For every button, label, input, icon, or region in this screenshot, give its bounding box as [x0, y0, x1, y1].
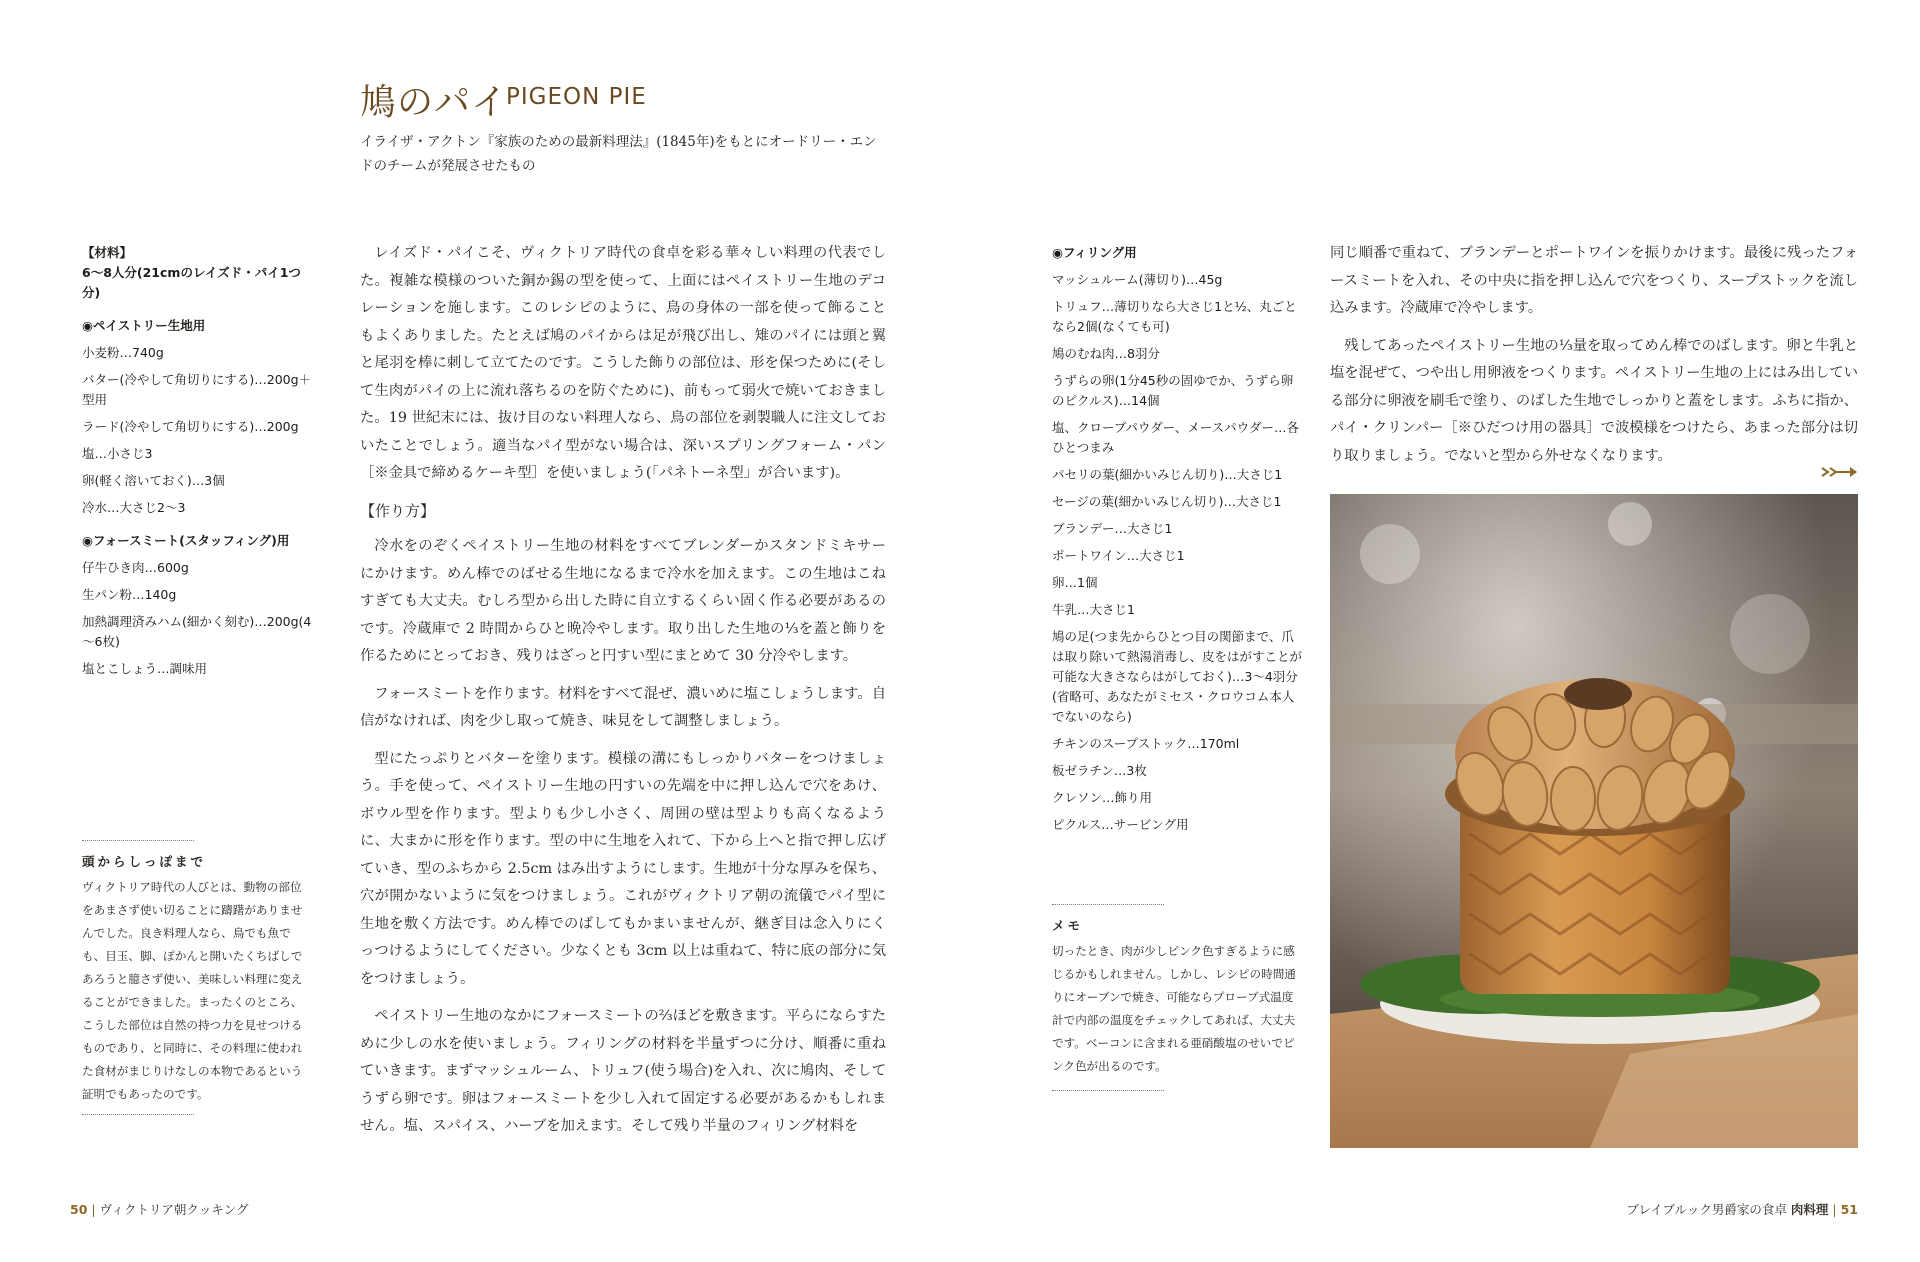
serving-size: 6～8人分(21cmのレイズド・パイ1つ分) [82, 265, 301, 300]
filling-heading: ◉フィリング用 [1052, 245, 1137, 260]
ingredient-item: 卵…1個 [1052, 575, 1098, 590]
method-paragraph: 同じ順番で重ねて、ブランデーとポートワインを振りかけます。最後に残ったフォースミートを入れ、その中央に指を押し込んで穴をつくり、スープストックを流し込みます。冷蔵庫で冷やします。 [1330, 245, 1858, 316]
method-paragraph: フォースミートを作ります。材料をすべて混ぜ、濃いめに塩こしょうします。自信がなければ、肉を少し取って焼き、味見をして調整しましょう。 [360, 685, 886, 729]
ingredients-heading: 【材料】 [82, 245, 133, 260]
ingredient-item: トリュフ…薄切りなら大さじ1と½、丸ごとなら2個(なくても可) [1052, 299, 1297, 334]
memo-text: 切ったとき、肉が少しピンク色すぎるように感じるかもしれません。しかし、レシピの時間通りにオーブンで焼き、可能ならプローブ式温度計で内部の温度をチェックしてあれば、大丈夫です。ベーコンに含まれる亜硝酸塩のせいでピンク色が出るのです。 [1052, 944, 1296, 1073]
body-left [360, 240, 886, 1151]
ingredient-item: ブランデー…大さじ1 [1052, 521, 1173, 536]
body-right [1330, 240, 1858, 480]
ingredients-left [82, 243, 312, 686]
intro-paragraph: レイズド・パイこそ、ヴィクトリア時代の食卓を彩る華々しい料理の代表でした。複雑な模様のついた銅か錫の型を使って、上面にはペイストリー生地のデコレーションを施します。このレシピのように、鳥の身体の一部を使って飾ることもよくありました。たとえば鳩のパイからは足が飛び出し、雉のパイには頭と翼と尾羽を棒に刺して立てたのです。こうした飾りの部位は、形を保つために(そして生肉がパイの上に流れ落ちるのを防ぐために)、前もって弱火で焼いておきました。19 世紀末には、抜け目のない料理人なら、鳥の部位を剥製職人に注文しておいたことでしょう。適当なパイ型がない場合は、深いスプリングフォーム・パン［※金具で締めるケーキ型］を使いましょう(「パネトーネ型」が合います)。 [360, 245, 886, 481]
chapter-name: 肉料理 [1790, 1202, 1829, 1217]
ingredient-item: パセリの葉(細かいみじん切り)…大さじ1 [1052, 467, 1283, 482]
method-paragraph: ペイストリー生地のなかにフォースミートの⅔ほどを敷きます。平らにならすために少しの水を使いましょう。フィリングの材料を半量ずつに分け、順番に重ねていきます。まずマッシュルーム、トリュフ(使う場合)を入れ、次に鳩肉、そしてうずら卵です。卵はフォースミートを少し入れて固定する必要があるかもしれません。塩、スパイス、ハーブを加えます。そして残り半量のフィリング材料を [360, 1008, 886, 1134]
ingredient-item: ラード(冷やして角切りにする)…200g [82, 419, 299, 434]
method-paragraph: 型にたっぷりとバターを塗ります。模様の溝にもしっかりバターをつけましょう。手を使って、ペイストリー生地の円すいの先端を中に押し込んで穴をあけ、ボウル型を作ります。型よりも少し小さく、周囲の壁は型よりも高くなるように、大まかに形を作ります。型の中に生地を入れて、下から上へと指で押し広げていき、型のふちから 2.5cm はみ出すようにします。生地が十分な厚みを保ち、穴が開かないように気をつけましょう。これがヴィクトリア朝の流儀でパイ型に生地を敷く方法です。めん棒でのばしてもかまいませんが、継ぎ目は念入りにくっつけるようにしてください。少なくとも 3cm 以上は重ねて、特に底の部分に気をつけましょう。 [360, 750, 886, 987]
footer-left: 50 | ヴィクトリア朝クッキング [70, 1202, 249, 1217]
continue-arrow-icon [1820, 464, 1860, 480]
method-paragraph: 冷水をのぞくペイストリー生地の材料をすべてブレンダーかスタンドミキサーにかけます。めん棒でのばせる生地になるまで冷水を加えます。この生地はこねすぎても大丈夫。むしろ型から出した時に自立するくらい固く作る必要があるのです。冷蔵庫で 2 時間からひと晩冷やします。取り出した生地の⅓を蓋と飾りを作るためにとっておき、残りはざっと円すい型にまとめて 30 分冷やします。 [360, 538, 886, 664]
ingredient-item: 塩…小さじ3 [82, 446, 153, 461]
divider [1052, 1090, 1164, 1091]
ingredients-filling [1052, 243, 1304, 842]
page-title: 鳩のパイ [360, 82, 509, 123]
ingredient-item: クレソン…飾り用 [1052, 790, 1153, 805]
ingredient-item: バター(冷やして角切りにする)…200g＋型用 [82, 372, 312, 407]
ingredient-item: 塩、クローブパウダー、メースパウダー…各ひとつまみ [1052, 420, 1300, 455]
ingredient-item: 加熱調理済みハム(細かく刻む)…200g(4～6枚) [82, 614, 312, 649]
ingredient-item: 冷水…大さじ2～3 [82, 500, 186, 515]
ingredient-item: 鳩の足(つま先からひとつ目の関節まで、爪は取り除いて熱湯消毒し、皮をはがすことが可能な大きさならはがしておく)…3～4羽分(省略可、あなたがミセス・クロウコム本人でないのなら) [1052, 629, 1303, 724]
divider [82, 840, 194, 841]
ingredient-item: マッシュルーム(薄切り)…45g [1052, 272, 1223, 287]
section-name-left: ヴィクトリア朝クッキング [99, 1202, 249, 1217]
ingredient-item: 板ゼラチン…3枚 [1052, 763, 1147, 778]
page-number-left: 50 [70, 1202, 88, 1217]
ingredient-item: チキンのスープストック…170ml [1052, 736, 1240, 751]
ingredient-item: 卵(軽く溶いておく)…3個 [82, 473, 225, 488]
footer-right: ブレイブルック男爵家の食卓 肉料理 | 51 [1626, 1202, 1858, 1217]
pastry-heading: ◉ペイストリー生地用 [82, 318, 206, 333]
ingredient-item: ポートワイン…大さじ1 [1052, 548, 1185, 563]
pie-illustration [1330, 494, 1858, 1148]
ingredient-item: 仔牛ひき肉…600g [82, 560, 189, 575]
ingredient-item: セージの葉(細かいみじん切り)…大さじ1 [1052, 494, 1282, 509]
ingredient-item: 塩とこしょう…調味用 [82, 661, 208, 676]
sidebox-title: 頭からしっぽまで [82, 854, 207, 869]
ingredient-item: 鳩のむね肉…8羽分 [1052, 346, 1160, 361]
forcemeat-heading: ◉フォースミート(スタッフィング)用 [82, 533, 290, 548]
divider [1052, 904, 1164, 905]
section-name-right: ブレイブルック男爵家の食卓 [1626, 1202, 1787, 1217]
method-paragraph: 残してあったペイストリー生地の⅓量を取ってめん棒でのばします。卵と牛乳と塩を混ぜて、つや出し用卵液をつくります。ペイストリー生地の上にはみ出している部分に卵液を刷毛で塗り、のばした生地でしっかりと蓋をします。ふちに指か、パイ・クリンパー［※ひだつけ用の器具］で波模様をつけたら、あまった部分は切り取りましょう。でないと型から外せなくなります。 [1330, 337, 1858, 464]
sidebox-text: ヴィクトリア時代の人びとは、動物の部位をあまさず使い切ることに躊躇がありませんでした。良き料理人なら、鳥でも魚でも、目玉、脚、ぽかんと開いたくちばしであろうと臆さず使い、美味しい料理に変えることができました。まったくのところ、こうした部位は自然の持つ力を見せつけるものであり、と同時に、その料理に使われた食材がまじりけなしの本物であるという証明でもあったのです。 [82, 880, 303, 1101]
ingredient-item: 小麦粉…740g [82, 345, 164, 360]
page-number-right: 51 [1840, 1202, 1858, 1217]
ingredient-item: うずらの卵(1分45秒の固ゆでか、うずら卵のピクルス)…14個 [1052, 373, 1294, 408]
page-title-english: PIGEON PIE [506, 84, 647, 110]
ingredient-item: 牛乳…大さじ1 [1052, 602, 1135, 617]
recipe-subtitle: イライザ・アクトン『家族のための最新料理法』(1845年)をもとにオードリー・エンドのチームが発展させたもの [360, 134, 877, 174]
divider [82, 1114, 194, 1115]
ingredient-item: ピクルス…サービング用 [1052, 817, 1189, 832]
method-heading: 【作り方】 [360, 501, 436, 520]
ingredient-item: 生パン粉…140g [82, 587, 177, 602]
memo-title: メモ [1052, 918, 1084, 933]
pigeon-pie-photo [1330, 494, 1858, 1148]
